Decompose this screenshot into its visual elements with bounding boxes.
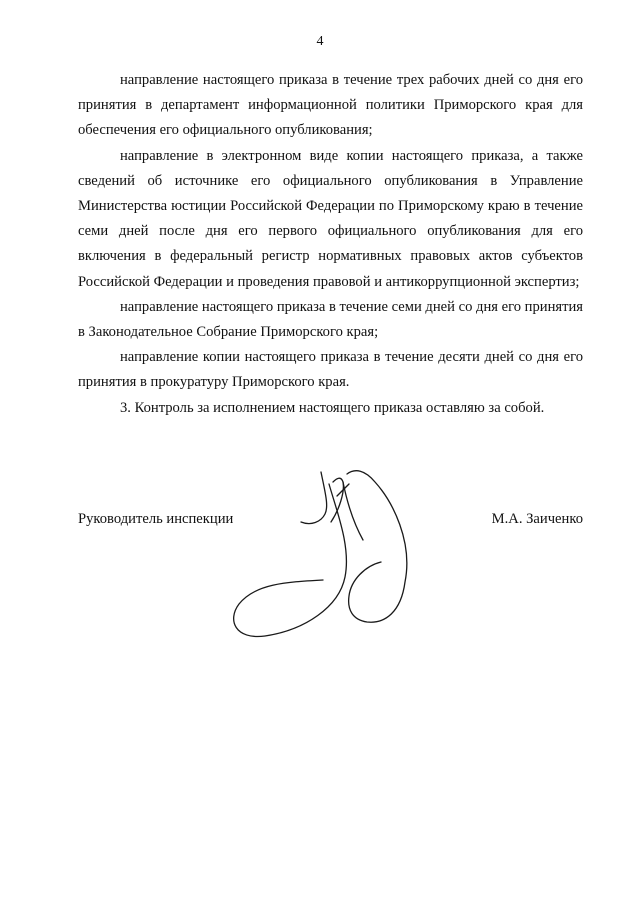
page-number: 4 [316,34,324,49]
handwritten-signature [225,462,415,642]
paragraph-legislative-assembly: направление настоящего приказа в течение семи дней со дня его принятия в Законодательное Собрание Приморского края; [78,298,583,341]
document-body [78,68,583,421]
signature-block [78,511,583,535]
signatory-name: М.А. Заиченко [491,511,583,527]
paragraph-control: 3. Контроль за исполнением настоящего приказа оставляю за собой. [120,399,545,416]
paragraph-justice-registry: направление в электронном виде копии настоящего приказа, а также сведений об источнике его официального опубликования в Управление Министерства юстиции Российской Федерации по Приморскому краю в течение семи дней после дня его первого официального опубликования для его включения в федеральный регистр нормативных правовых актов субъектов Российской Федерации и проведения правовой и антикоррупционной экспертиз; [78,147,583,290]
paragraph-prosecutor: направление копии настоящего приказа в течение десяти дней со дня его принятия в прокуратуру Приморского края. [78,349,583,391]
paragraph-publication: направление настоящего приказа в течение трех рабочих дней со дня его принятия в департамент информационной политики Приморского края для обеспечения его официального опубликования; [78,72,583,139]
signatory-title: Руководитель инспекции [78,511,234,527]
